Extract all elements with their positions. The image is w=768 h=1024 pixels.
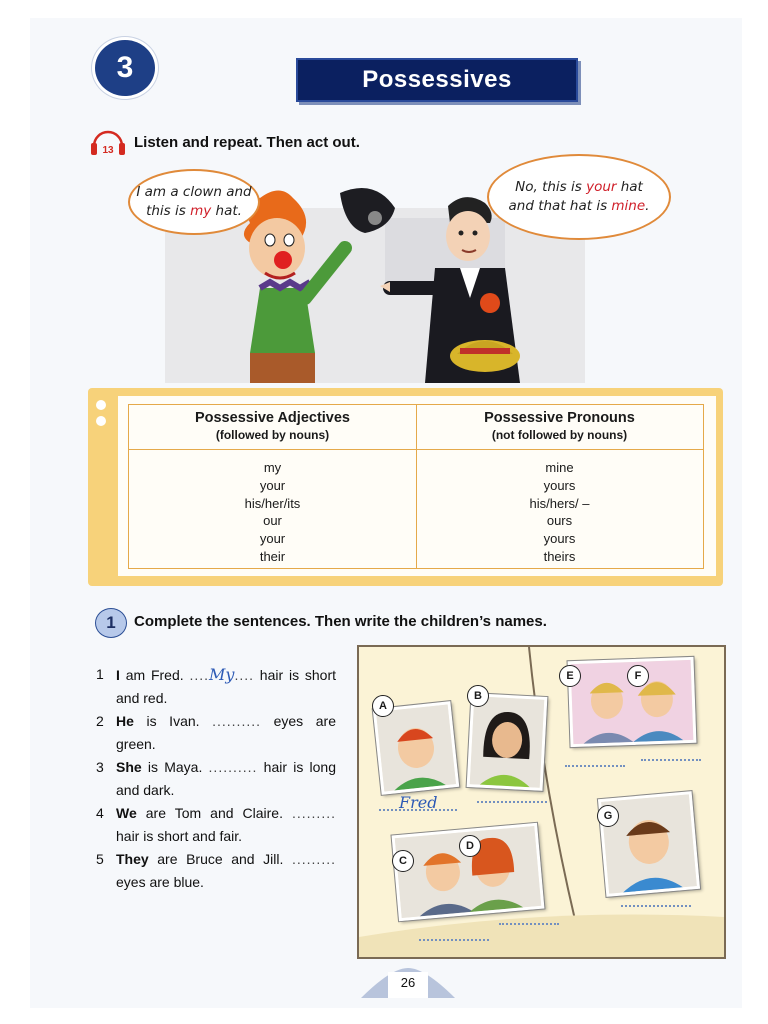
answer-text[interactable]: My xyxy=(209,665,235,684)
pronouns-subheading: (not followed by nouns) xyxy=(491,428,628,442)
pronoun-item: ours xyxy=(546,513,573,529)
photo-label: A xyxy=(372,695,394,717)
name-blank-f[interactable] xyxy=(641,759,701,761)
sentence-item: 1 I am Fred. ....My.... hair is short and red. xyxy=(96,665,337,706)
sentence-item: 3 She is Maya. .......... hair is long and dark. xyxy=(96,759,336,798)
name-blank-d[interactable] xyxy=(499,923,559,925)
adjective-item: his/her/its xyxy=(244,495,301,511)
adjectives-heading: Possessive Adjectives xyxy=(194,410,351,426)
photo-label: D xyxy=(459,835,481,857)
photo-b xyxy=(467,693,548,791)
name-blank-a[interactable] xyxy=(379,809,457,811)
name-blank-c[interactable] xyxy=(419,939,489,941)
photo-label: F xyxy=(627,665,649,687)
decor-dot xyxy=(96,400,106,410)
possessives-table xyxy=(128,404,704,569)
clown-speech-bubble: I am a clown and this is my hat. xyxy=(128,169,260,235)
page-number-tab xyxy=(361,968,455,998)
pronoun-item: theirs xyxy=(543,548,576,564)
photo-album xyxy=(357,645,726,959)
adjectives-column xyxy=(129,405,417,568)
pronoun-item: mine xyxy=(545,460,574,475)
page-number: 26 xyxy=(400,975,416,990)
name-blank-g[interactable] xyxy=(621,905,691,907)
adjective-item: my xyxy=(263,460,282,475)
exercise-instruction: Complete the sentences. Then write the children’s names. xyxy=(134,613,547,630)
adjective-item: their xyxy=(259,548,286,564)
photo-label: B xyxy=(467,685,489,707)
page-title: Possessives xyxy=(362,66,512,93)
pronoun-item: yours xyxy=(543,477,576,493)
filled-name[interactable]: Fred xyxy=(399,793,438,812)
man-speech-bubble: No, this is your hat and that hat is mine. xyxy=(487,154,671,240)
exercise-number: 1 xyxy=(95,608,127,638)
photo-label: G xyxy=(597,805,619,827)
pronoun-item: his/hers/ – xyxy=(529,495,590,511)
sentence-item: 2 He is Ivan. .......... eyes are green. xyxy=(96,713,336,752)
track-number: 13 xyxy=(102,145,114,156)
unit-number-badge: 3 xyxy=(95,40,155,96)
pronouns-column xyxy=(416,405,703,568)
answer-blank[interactable]: ......... xyxy=(291,805,336,821)
sentence-list xyxy=(96,663,336,894)
pronoun-item: yours xyxy=(543,531,576,547)
answer-blank[interactable]: ......... xyxy=(291,851,336,867)
photo-label: C xyxy=(392,850,414,872)
adjective-item: your xyxy=(259,477,286,493)
adjective-item: your xyxy=(259,531,286,547)
answer-blank[interactable]: .......... xyxy=(212,713,262,729)
sentence-item: 4 We are Tom and Claire. ......... hair is short and fair. xyxy=(96,805,336,844)
photo-label: E xyxy=(559,665,581,687)
page-title-bar xyxy=(296,58,578,102)
adjective-item: our xyxy=(263,513,282,529)
answer-blank[interactable]: .......... xyxy=(208,759,258,775)
sentence-item: 5 They are Bruce and Jill. ......... eyes are blue. xyxy=(96,851,336,890)
name-blank-b[interactable] xyxy=(477,801,547,803)
grammar-table-frame xyxy=(88,388,723,586)
name-blank-e[interactable] xyxy=(565,765,625,767)
adjectives-subheading: (followed by nouns) xyxy=(215,428,330,442)
decor-dot xyxy=(96,416,106,426)
listen-instruction: Listen and repeat. Then act out. xyxy=(134,134,360,151)
pronouns-heading: Possessive Pronouns xyxy=(484,410,635,426)
headphones-icon xyxy=(90,128,126,156)
